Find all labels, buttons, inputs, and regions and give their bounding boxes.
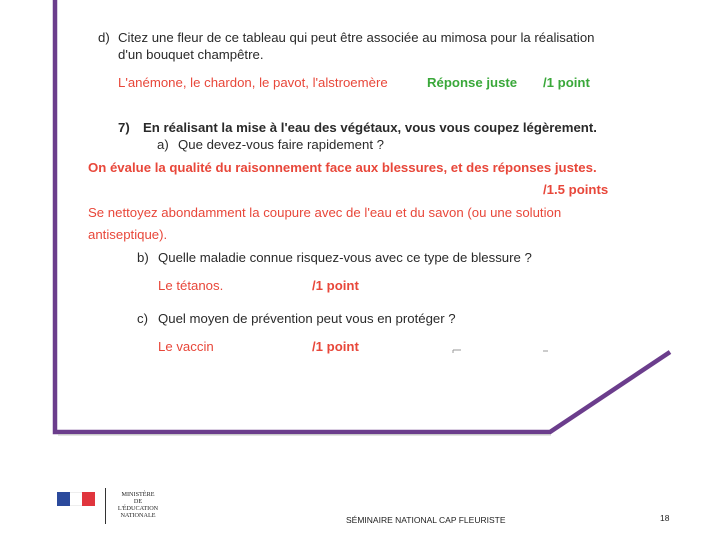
question-7a-text: Que devez-vous faire rapidement ? — [178, 137, 384, 152]
question-7c-text: Quel moyen de prévention peut vous en protéger ? — [158, 311, 456, 326]
question-7b-text: Quelle maladie connue risquez-vous avec ce type de blessure ? — [158, 250, 532, 265]
question-7a-points: /1.5 points — [543, 182, 609, 197]
question-7c-answer: Le vaccin — [158, 339, 214, 354]
question-7a-answer-continued: antiseptique). — [88, 227, 168, 242]
question-7b-answer: Le tétanos. — [158, 278, 224, 293]
question-d-label: d) — [98, 30, 110, 45]
question-7c-points: /1 point — [312, 339, 359, 354]
ministry-name: MINISTÈRE DE L'ÉDUCATION NATIONALE — [117, 491, 159, 519]
ministry-logo — [53, 488, 169, 524]
footer-title: SÉMINAIRE NATIONAL CAP FLEURISTE — [346, 515, 506, 525]
verdict-label: Réponse juste — [427, 75, 518, 90]
question-d-points: /1 point — [543, 75, 590, 90]
question-7b-label: b) — [137, 250, 149, 265]
question-7-number: 7) — [118, 120, 130, 135]
page-number: 18 — [660, 513, 670, 523]
question-7b-points: /1 point — [312, 278, 359, 293]
question-7a-label: a) — [157, 137, 169, 152]
question-d-answer: L'anémone, le chardon, le pavot, l'alstroemère — [118, 75, 388, 90]
french-flag-icon — [57, 492, 95, 506]
evaluation-criteria: On évalue la qualité du raisonnement face aux blessures, et des réponses justes. — [88, 160, 597, 175]
frame-shadow — [58, 434, 551, 436]
logo-divider — [105, 488, 106, 524]
question-d-text-continued: d'un bouquet champêtre. — [118, 47, 264, 62]
question-d-text: Citez une fleur de ce tableau qui peut être associée au mimosa pour la réalisation — [118, 30, 595, 45]
question-7-text: En réalisant la mise à l'eau des végétaux, vous vous coupez légèrement. — [143, 120, 597, 135]
question-7c-label: c) — [137, 311, 148, 326]
question-7a-answer: Se nettoyez abondamment la coupure avec de l'eau et du savon (ou une solution — [88, 205, 562, 220]
